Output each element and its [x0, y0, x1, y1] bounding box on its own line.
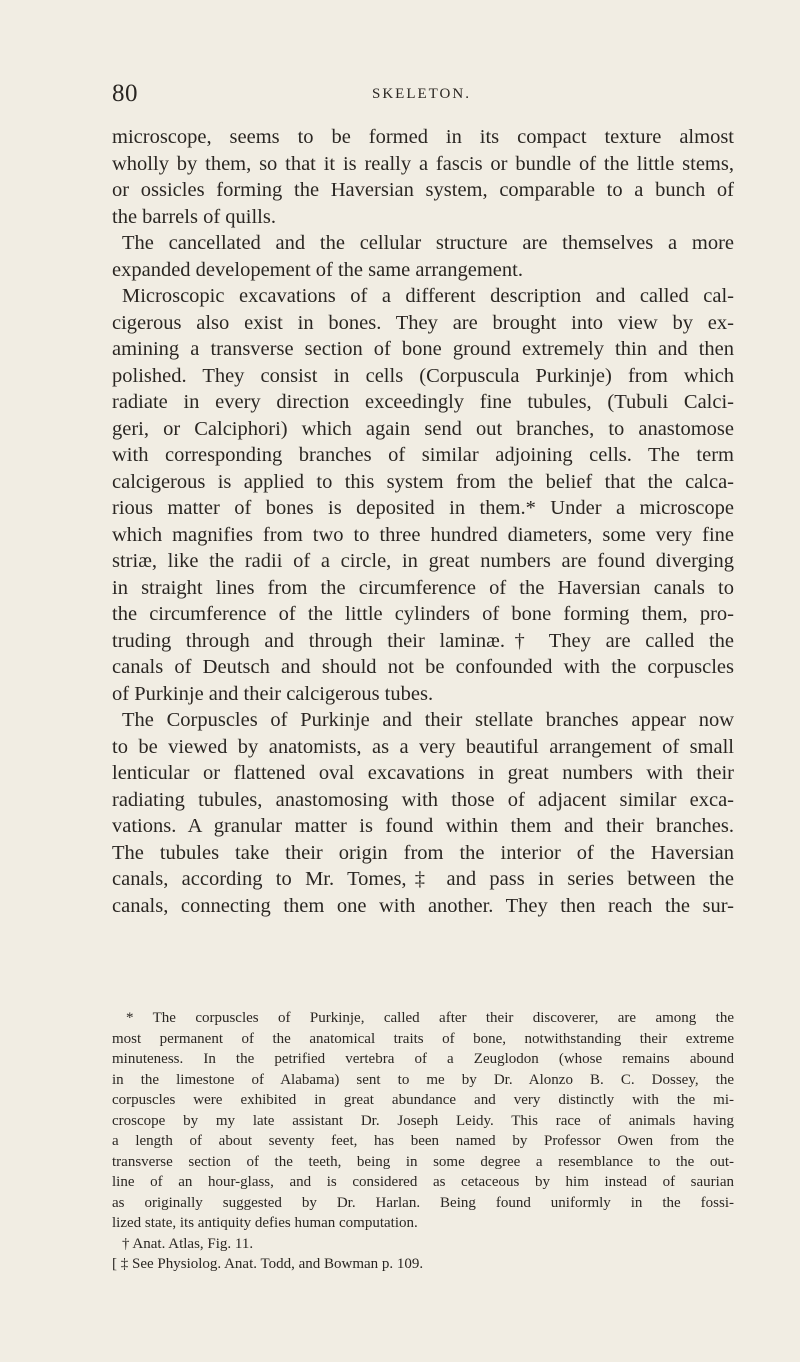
body-line: microscope, seems to be formed in its compact texture almost [112, 126, 734, 148]
footnotes [112, 1008, 734, 1275]
body-line: Microscopic excavations of a different description and called cal- [122, 285, 734, 307]
body-line: wholly by them, so that it is really a fascis or bundle of the little stems, [112, 152, 734, 175]
body-line: the barrels of quills. [112, 205, 276, 228]
footnote-line: transverse section of the teeth, being in some degree a resemblance to the out- [112, 1153, 734, 1170]
footnote-line: corpuscles were exhibited in great abundance and very distinctly with the mi- [112, 1092, 734, 1108]
footnote-line: line of an hour-glass, and is considered as cetaceous by him instead of saurian [112, 1174, 734, 1190]
footnote-line: * The corpuscles of Purkinje, called after their discoverer, are among the [126, 1010, 734, 1026]
body-line: canals, according to Mr. Tomes,‡ and pass in series between the [112, 868, 734, 890]
body-line: The Corpuscles of Purkinje and their stellate branches appear now [122, 709, 734, 731]
body-line: the circumference of the little cylinders of bone forming them, pro- [112, 603, 734, 625]
body-line: polished. They consist in cells (Corpuscula Purkinje) from which [112, 364, 734, 387]
body-line: geri, or Calciphori) which again send out branches, to anastomose [112, 417, 734, 440]
footnote-line: a length of about seventy feet, has been named by Professor Owen from the [112, 1133, 734, 1149]
body-line: in straight lines from the circumference of the Haversian canals to [112, 576, 734, 599]
body-line: radiate in every direction exceedingly fine tubules, (Tubuli Calci- [112, 391, 734, 413]
body-line: with corresponding branches of similar adjoining cells. The term [112, 444, 734, 466]
body-line: lenticular or flattened oval excavations in great numbers with their [112, 762, 734, 784]
body-text [112, 124, 734, 919]
footnote-line: † Anat. Atlas, Fig. 11. [122, 1235, 254, 1252]
body-line: truding through and through their laminæ.† They are called the [112, 629, 734, 652]
body-line: expanded developement of the same arrangement. [112, 258, 523, 281]
body-line: vations. A granular matter is found within them and their branches. [112, 815, 734, 837]
body-line: canals of Deutsch and should not be confounded with the corpuscles [112, 656, 734, 678]
body-line: striæ, like the radii of a circle, in great numbers are found diverging [112, 550, 734, 572]
page-header [112, 80, 732, 110]
body-line: radiating tubules, anastomosing with those of adjacent similar exca- [112, 788, 734, 811]
footnote-line: as originally suggested by Dr. Harlan. Being found uniformly in the fossi- [112, 1194, 734, 1211]
footnote-line: most permanent of the anatomical traits of bone, notwithstanding their extreme [112, 1030, 734, 1047]
body-line: amining a transverse section of bone ground extremely thin and then [112, 338, 734, 360]
body-line: cigerous also exist in bones. They are brought into view by ex- [112, 311, 734, 334]
body-line: rious matter of bones is deposited in them.* Under a microscope [112, 497, 734, 519]
body-line: calcigerous is applied to this system from the belief that the calca- [112, 470, 734, 493]
body-line: The cancellated and the cellular structure are themselves a more [122, 232, 734, 254]
body-line: or ossicles forming the Haversian system, comparable to a bunch of [112, 179, 734, 201]
body-line: of Purkinje and their calcigerous tubes. [112, 682, 434, 705]
page-number: 80 [112, 80, 138, 107]
body-line: to be viewed by anatomists, as a very beautiful arrangement of small [112, 735, 734, 758]
body-line: canals, connecting them one with another. They then reach the sur- [112, 894, 734, 917]
footnote-line: in the limestone of Alabama) sent to me by Dr. Alonzo B. C. Dossey, the [112, 1071, 734, 1088]
footnote-line: [ ‡ See Physiolog. Anat. Todd, and Bowman p. 109. [112, 1256, 424, 1272]
footnote-line: lized state, its antiquity defies human computation. [112, 1215, 418, 1231]
footnote-line: croscope by my late assistant Dr. Joseph Leidy. This race of animals having [112, 1112, 734, 1129]
footnote-line: minuteness. In the petrified vertebra of a Zeuglodon (whose remains abound [112, 1051, 734, 1067]
running-head: SKELETON. [372, 86, 471, 102]
body-line: which magnifies from two to three hundred diameters, some very fine [112, 523, 734, 546]
body-line: The tubules take their origin from the interior of the Haversian [112, 841, 734, 864]
